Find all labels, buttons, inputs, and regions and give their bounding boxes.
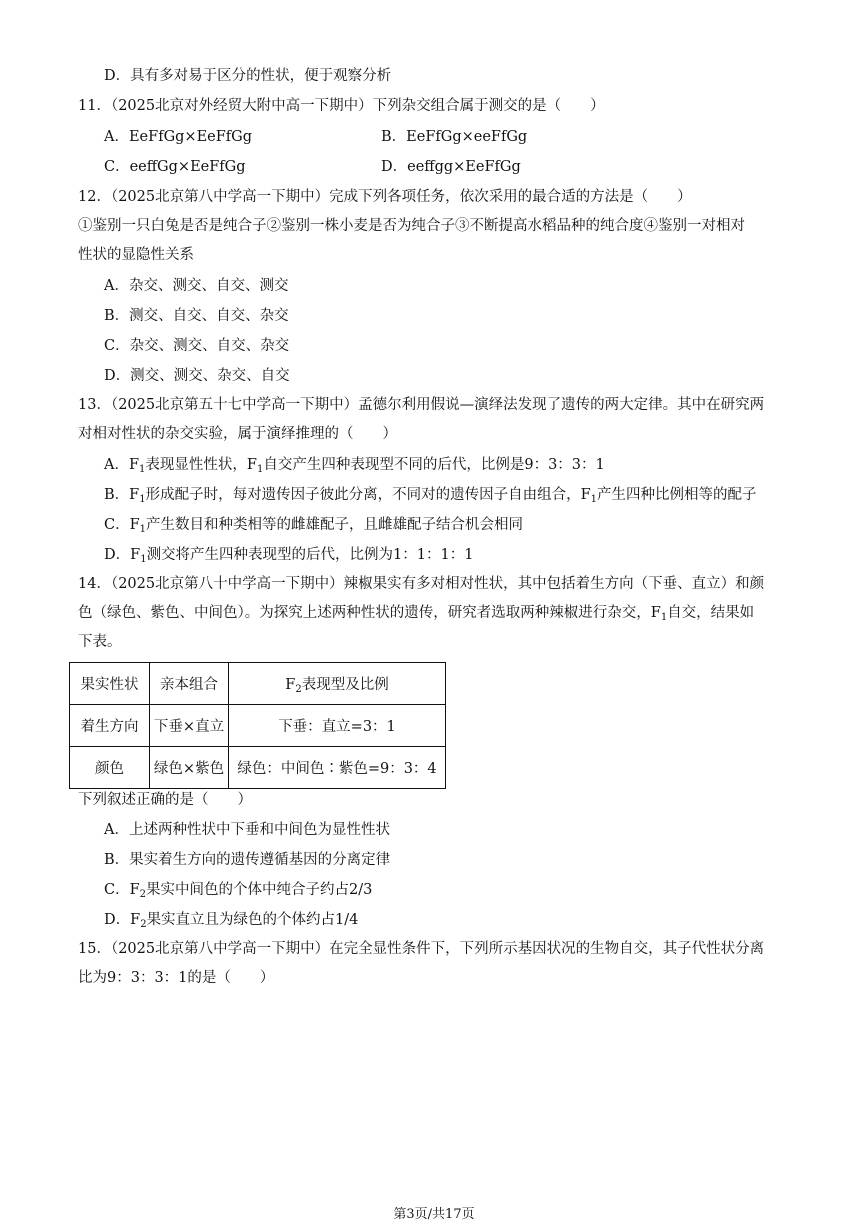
table-cell: 颜色 [70,747,150,789]
table-cell: 绿色×紫色 [150,747,229,789]
table-header-trait: 果实性状 [70,663,150,705]
q13-option-b: B．$F_1$形成配子时，每对遗传因子彼此分离，不同对的遗传因子自由组合，$F_1$产生四种比例相等的配子 [104,487,757,505]
q13-stem: 13．（2025北京第五十七中学高一下期中）孟德尔利用假说—演绎法发现了遗传的两大定律。其中在研究两 [78,397,765,413]
q13-option-c: C．$F_1$产生数目和种类相等的雌雄配子，且雌雄配子结合机会相同 [104,517,524,535]
table-header-parents: 亲本组合 [150,663,229,705]
q11-option-a: A．EeFfGg×EeFfGg [104,129,253,145]
table-cell: 绿色：中间色∶紫色=9：3：4 [229,747,446,789]
q14-option-c: C．$F_2$果实中间色的个体中纯合子约占2/3 [104,882,373,900]
q14-question: 下列叙述正确的是（ ） [78,792,252,808]
q12-option-c: C．杂交、测交、自交、杂交 [104,338,290,354]
table-cell: 下垂：直立=3：1 [229,705,446,747]
q13-option-d: D．$F_1$测交将产生四种表现型的后代，比例为1：1：1：1 [104,547,474,565]
q15-stem: 15．（2025北京第八中学高一下期中）在完全显性条件下，下列所示基因状况的生物自交，其子代性状分离 [78,941,765,957]
table-header-row [70,663,446,705]
q12-option-b: B．测交、自交、自交、杂交 [104,308,289,324]
q11-option-c: C．eeffGg×EeFfGg [104,159,246,175]
q14-stem-line2: 色（绿色、紫色、中间色）。为探究上述两种性状的遗传，研究者选取两种辣椒进行杂交，$F_1$自交，结果如 [78,605,755,623]
table-header-f2: $F_2$表现型及比例 [229,663,446,705]
table-row [70,747,446,789]
q12-stem-line2: ①鉴别一只白兔是否是纯合子②鉴别一株小麦是否为纯合子③不断提高水稻品种的纯合度④鉴别一对相对 [78,218,745,234]
table-row [70,705,446,747]
q14-option-a: A．上述两种性状中下垂和中间色为显性性状 [104,822,390,838]
page-footer: 第3页/共17页 [393,1207,475,1222]
q13-option-a: A．$F_1$表现显性性状，$F_1$自交产生四种表现型不同的后代，比例是9：3：3：1 [104,457,605,475]
q11-option-d: D．eeffgg×EeFfGg [381,159,521,175]
q12-option-d: D．测交、测交、杂交、自交 [104,368,290,384]
q11-stem: 11．（2025北京对外经贸大附中高一下期中）下列杂交组合属于测交的是（ ） [78,98,605,114]
q13-stem-line2: 对相对性状的杂交实验，属于演绎推理的（ ） [78,426,397,442]
q12-stem-line3: 性状的显隐性关系 [78,247,194,263]
q14-results-table [69,662,446,789]
q14-stem: 14．（2025北京第八十中学高一下期中）辣椒果实有多对相对性状，其中包括着生方向（下垂、直立）和颜 [78,576,765,592]
q10-option-d: D．具有多对易于区分的性状，便于观察分析 [104,68,392,84]
q14-option-b: B．果实着生方向的遗传遵循基因的分离定律 [104,852,391,868]
table-cell: 下垂×直立 [150,705,229,747]
q15-stem-line2: 比为9：3：3：1的是（ ） [78,970,275,986]
table-cell: 着生方向 [70,705,150,747]
q14-option-d: D．$F_2$果实直立且为绿色的个体约占1/4 [104,912,359,930]
q12-stem: 12．（2025北京第八中学高一下期中）完成下列各项任务，依次采用的最合适的方法是（ ） [78,189,692,205]
q12-option-a: A．杂交、测交、自交、测交 [104,278,289,294]
q11-option-b: B．EeFfGg×eeFfGg [381,129,528,145]
q14-stem-line3: 下表。 [78,634,122,650]
